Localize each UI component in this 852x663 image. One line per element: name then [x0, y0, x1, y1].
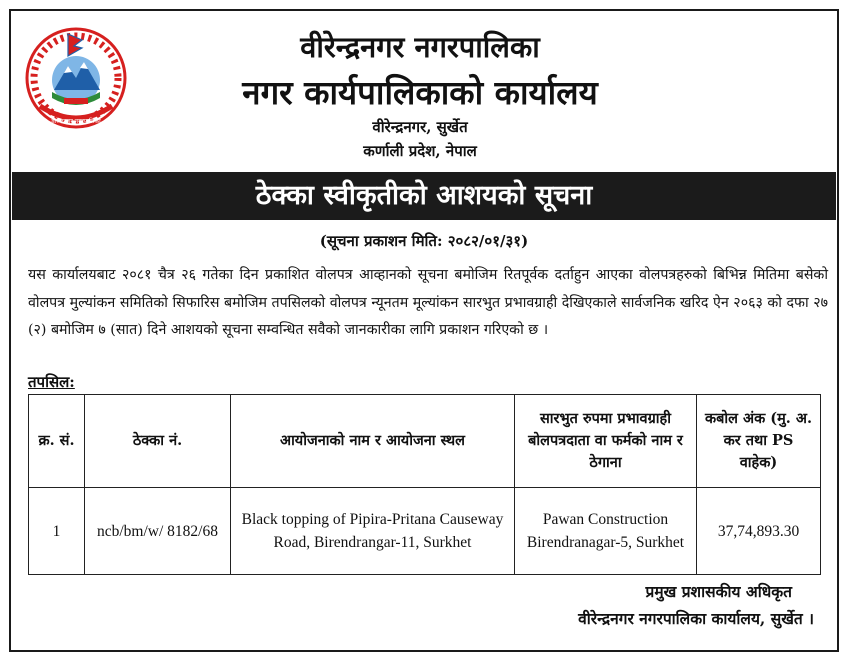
header-amount: कबोल अंक (मु. अ. कर तथा PS वाहेक) [697, 395, 821, 488]
signatory-office: वीरेन्द्रनगर नगरपालिका कार्यालय, सुर्खेत । [578, 609, 814, 628]
header-sn: क्र. सं. [29, 395, 85, 488]
award-table [28, 394, 821, 575]
details-label: तपसिल: [28, 373, 75, 391]
cell-contract-no: ncb/bm/w/ 8182/68 [85, 488, 231, 575]
office-name: नगर कार्यपालिकाको कार्यालय [242, 73, 598, 112]
address-line-1: वीरेन्द्रनगर, सुर्खेत [372, 118, 468, 136]
notice-title-banner: ठेक्का स्वीकृतीको आशयको सूचना [12, 172, 836, 220]
cell-amount: 37,74,893.30 [697, 488, 821, 575]
cell-bidder: Pawan Construction Birendranagar-5, Surkhet [515, 488, 697, 575]
table-header-row [29, 395, 821, 488]
header-bidder: सारभुत रुपमा प्रभावग्राही बोलपत्रदाता वा फर्मको नाम र ठेगाना [515, 395, 697, 488]
header-project: आयोजनाको नाम र आयोजना स्थल [231, 395, 515, 488]
publication-date: (सूचना प्रकाशन मिति: २०८२/०१/३१) [319, 232, 529, 250]
cell-sn: 1 [29, 488, 85, 575]
municipality-name: वीरेन्द्रनगर नगरपालिका [300, 30, 540, 64]
cell-project: Black topping of Pipira-Pritana Causeway Road, Birendrangar-11, Surkhet [231, 488, 515, 575]
header-contract-no: ठेक्का नं. [85, 395, 231, 488]
address-line-2: कर्णाली प्रदेश, नेपाल [363, 142, 477, 160]
municipality-emblem-icon [24, 26, 128, 130]
table-row [29, 488, 821, 575]
notice-body: यस कार्यालयबाट २०८१ चैत्र २६ गतेका दिन प्रकाशित वोलपत्र आव्हानको सूचना बमोजिम रितपूर्वक दर्ताहुन आएका वोलपत्रहरुको बिभिन्न मितिमा बसेको वोलपत्र मुल्यांकन समितिको सिफारिस बमोजिम तपसिलको वोलपत्र न्यूनतम मूल्यांकन सारभुत प्रभावग्राही देखिएकाले सार्वजनिक खरिद ऐन २०६३ को दफा २७ (२) बमोजिम ७ (सात) दिने आशयको सूचना सम्वन्धित सवैको जानकारीका लागि प्रकाशन गरिएको छ । [28, 267, 828, 338]
emblem-caption: वीरेन्द्रनगर नगरपालिका [51, 118, 101, 125]
signatory-designation: प्रमुख प्रशासकीय अधिकृत [645, 582, 792, 601]
